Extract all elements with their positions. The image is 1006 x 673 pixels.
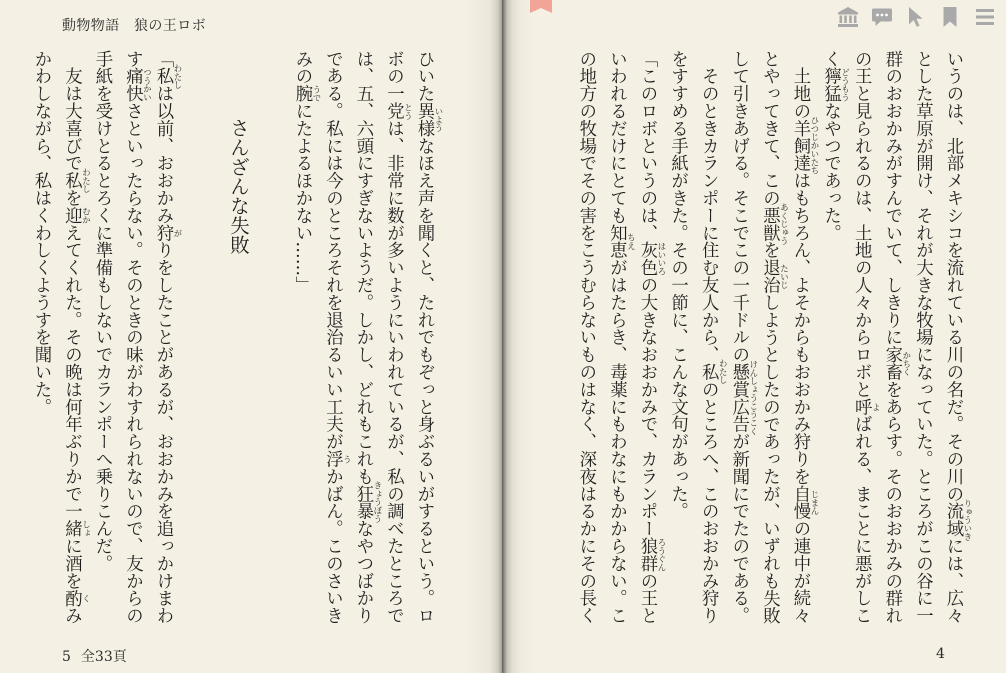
text-run: には、広々	[943, 537, 963, 625]
ruby-base: 狂暴	[353, 485, 373, 520]
book-title: 動物物語 狼の王ロボ	[62, 18, 206, 34]
text-run: に酒を	[61, 537, 82, 590]
text-column	[383, 50, 414, 642]
ruby-annotation: わたし	[173, 63, 183, 89]
text-run: 「	[153, 50, 173, 68]
ruby-annotation: く	[81, 593, 92, 603]
text-run: なやつばかり	[353, 519, 373, 625]
ruby-annotation: うで	[312, 85, 322, 102]
left-page[interactable]	[0, 0, 502, 673]
text-run: がはたらき、毒薬にもわなにもかからない。こ	[606, 258, 627, 625]
text-run: にたよるほかない……」	[292, 102, 312, 294]
ruby-base: 退治	[759, 258, 780, 294]
section-heading: さんざんな失敗	[227, 118, 250, 255]
ruby-base: 迎	[61, 206, 82, 225]
text-run: の地方の牧場でその害をこうむらないものはなく、深夜はるかにその長く	[575, 50, 596, 625]
text-column	[698, 50, 729, 642]
text-run: いうのは、北部メキシコを流れている川の名だ。その川の	[943, 50, 963, 503]
ruby-base: 羊飼達	[790, 119, 810, 172]
page-number: 5	[62, 649, 71, 665]
total-pages: 全33頁	[80, 649, 127, 665]
ruby-annotation: じまん	[810, 489, 820, 515]
page-number: 4	[936, 646, 945, 662]
ruby-base: 流域	[943, 502, 963, 538]
text-column	[61, 50, 92, 642]
text-run: をあらす。そのおおかみの群れ	[881, 380, 902, 625]
text-column	[353, 50, 383, 642]
text-run: の大きなおおかみで、カランポー	[637, 276, 657, 538]
text-run: み	[61, 606, 82, 625]
right-page[interactable]	[502, 0, 1006, 673]
text-run: のところへ、このおおかみ狩り	[698, 380, 719, 625]
ruby-annotation: かちく	[901, 350, 912, 376]
ruby-base: 灰色	[637, 241, 657, 277]
text-column	[790, 50, 820, 642]
text-run: 手紙を受けとるとろくに準備もしないでカランポーへ乗りこんだ。	[92, 50, 112, 572]
text-column	[851, 50, 882, 642]
ruby-base: 懸賞広告	[728, 363, 749, 433]
ruby-annotation: ひつじかいたち	[810, 116, 820, 176]
text-column	[577, 50, 595, 642]
text-run: えてくれた。その晩は何年ぶりかで一	[61, 224, 82, 520]
ruby-base: 私	[698, 363, 719, 381]
ruby-annotation: ろうぐん	[657, 537, 667, 572]
ruby-base: 腕	[292, 84, 312, 103]
ruby-annotation: わたし	[81, 167, 92, 194]
text-column	[292, 50, 322, 642]
text-run: の連中が続々	[790, 519, 810, 625]
text-run: は、五、六頭にすぎないようだ。しかし、どれもこれも	[353, 50, 373, 485]
ruby-annotation: りゅういき	[963, 498, 973, 541]
ruby-base: 酌	[61, 589, 82, 607]
ruby-base: 呼	[851, 398, 872, 416]
text-column	[322, 50, 353, 642]
text-run: なほえ声を聞くと、たれでもぞっと身ぶるいがするという。ロ	[414, 137, 434, 625]
ruby-base: 党	[383, 102, 404, 120]
text-run: みの	[292, 50, 312, 85]
text-column	[669, 50, 687, 642]
text-run: ひいた	[414, 50, 434, 103]
text-run: ボの一	[383, 50, 404, 103]
ruby-base: 知恵	[606, 224, 627, 259]
text-run: ばれる、まことに悪がしこ	[851, 415, 872, 625]
text-column	[820, 50, 851, 642]
ruby-base: 緒	[61, 519, 82, 538]
text-run: かばん。このさいき	[322, 467, 343, 625]
text-column	[414, 50, 444, 642]
text-run: かわしながら、私はくわしくようすを聞いた。	[31, 50, 51, 416]
text-run: く	[820, 50, 841, 68]
right-page-footer	[936, 646, 945, 662]
text-run: が新聞にでたのである。	[728, 432, 749, 625]
text-run: なやつであった。	[820, 102, 841, 242]
ruby-annotation: いよう	[434, 107, 444, 133]
ruby-base: 私	[153, 67, 173, 85]
ruby-annotation: しょ	[81, 520, 92, 537]
text-run: の王と	[637, 572, 657, 625]
text-run: 群のおおかみがすんでいて、しきりに	[881, 50, 902, 346]
text-run: 「このロボというのは、	[637, 50, 657, 242]
text-run: 友は大喜びで	[61, 50, 82, 172]
ruby-annotation: はいいろ	[657, 242, 667, 276]
text-run: の王と見られるのは、土地の人々からロボと	[851, 50, 872, 398]
text-column	[913, 50, 931, 642]
ruby-base: 悪獣	[759, 206, 780, 242]
ruby-base: 自慢	[790, 485, 810, 520]
ruby-annotation: う	[342, 454, 353, 464]
ruby-base: 狼群	[637, 537, 657, 573]
ruby-annotation: きょうぼう	[373, 481, 383, 524]
text-column	[728, 50, 759, 642]
text-run: は、非常に数が多いようにいわれているが、私の調べたところで	[383, 119, 404, 625]
ruby-annotation: あくじゅう	[779, 203, 790, 245]
text-run: とやってきて、この	[759, 50, 780, 207]
text-column	[881, 50, 912, 642]
text-run: す	[122, 50, 143, 68]
ruby-annotation: よ	[871, 402, 882, 411]
text-run: 土地の	[790, 50, 810, 120]
text-run: しようとしたのであったが、いずれも失敗	[759, 293, 780, 625]
left-page-footer	[62, 646, 127, 666]
ruby-base: 家畜	[881, 345, 902, 381]
ruby-base: 浮	[322, 450, 343, 468]
text-run: である。私には今のところそれを退治るいい工夫が	[322, 50, 343, 451]
left-page-text	[0, 0, 502, 673]
ruby-base: 狩	[153, 224, 173, 242]
ruby-annotation: たいじ	[779, 263, 790, 289]
text-column	[606, 50, 637, 642]
ruby-annotation: むか	[81, 206, 92, 224]
ruby-annotation: が	[173, 228, 183, 237]
text-run: して引きあげる。そこでこの一千ドルの	[728, 50, 749, 364]
ruby-base: 獰猛	[820, 67, 841, 103]
text-column	[943, 50, 973, 642]
text-column	[122, 50, 153, 642]
text-column	[759, 50, 790, 642]
ruby-annotation: けんしょうこうこく	[748, 360, 759, 436]
text-run: さといったらない。そのときの味がわすれられないので、友からの	[122, 102, 143, 625]
text-run: は以前、おおかみ	[153, 84, 173, 225]
right-page-text	[502, 0, 1006, 673]
text-run: を	[759, 241, 780, 259]
text-run: いわれるだけにとても	[606, 50, 627, 224]
ruby-base: 私	[61, 171, 82, 190]
text-run: はもちろん、よそからもおおかみ狩りを	[790, 171, 810, 486]
ruby-base: 異様	[414, 102, 434, 138]
text-run: とした草原が開け、それが大きな牧場になっていた。ところがこの谷に一	[912, 50, 933, 625]
ruby-annotation: ちえ	[626, 233, 637, 250]
ruby-annotation: とう	[403, 102, 414, 120]
text-run: を	[61, 189, 82, 207]
text-column	[153, 50, 183, 642]
text-run: をすすめる手紙がきた。その一節に、こんな文句があった。	[667, 50, 688, 520]
text-column	[32, 50, 50, 642]
ruby-base: 痛快	[122, 67, 143, 103]
ruby-annotation: つうかい	[142, 68, 153, 102]
text-run: そのときカランポーに住む友人から、	[698, 50, 719, 364]
ruby-annotation: どうもう	[840, 68, 851, 102]
text-run: りをしたことがあるが、おおかみを追っかけまわ	[153, 241, 173, 625]
ruby-annotation: わたし	[718, 359, 729, 385]
text-column	[637, 50, 667, 642]
text-column	[93, 50, 111, 642]
